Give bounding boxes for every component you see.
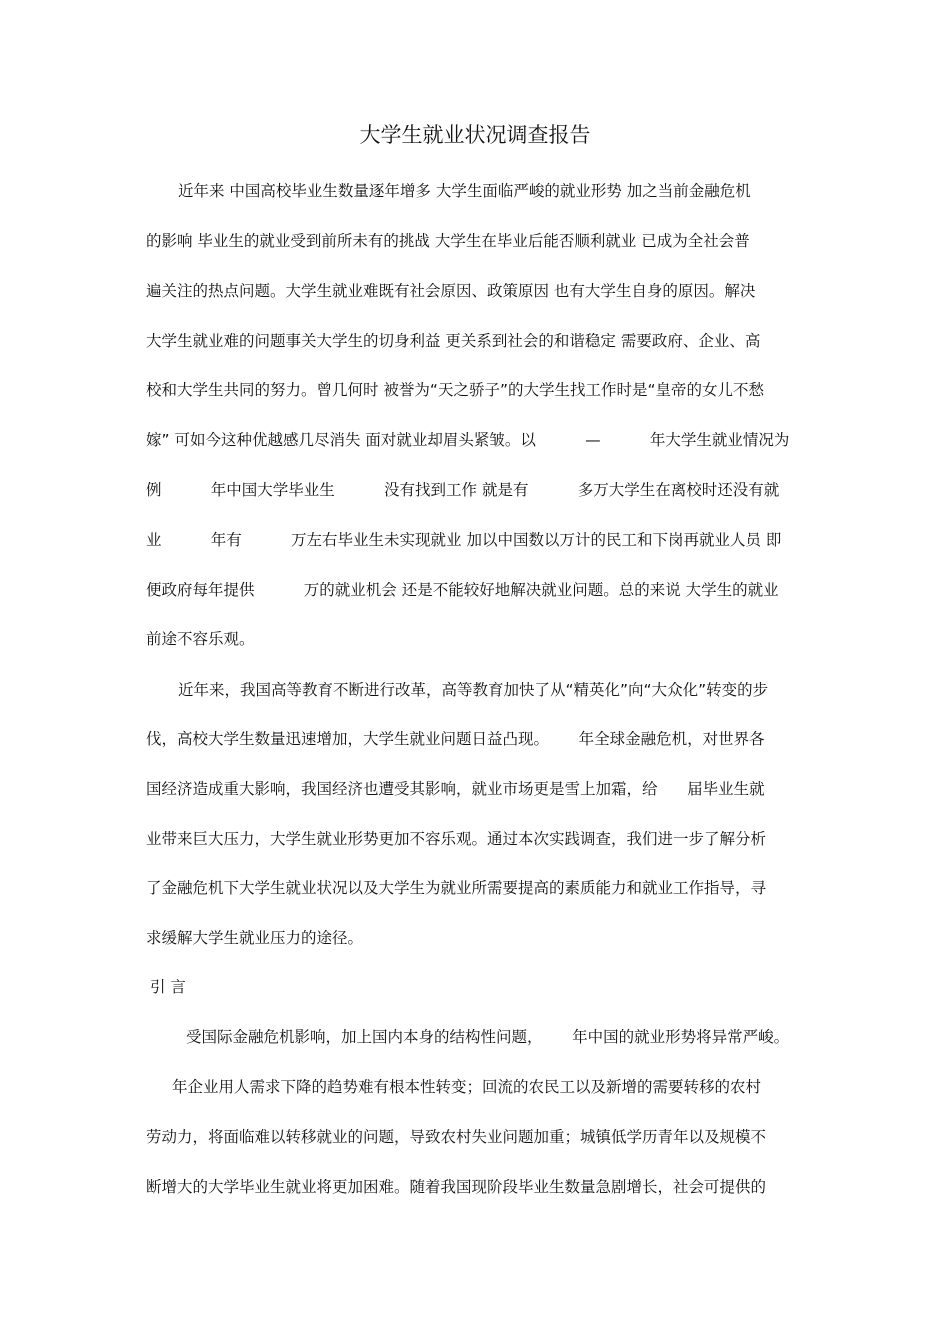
document-title: 大学生就业状况调查报告 <box>359 123 591 147</box>
paragraph-line: 断增大的大学毕业生就业将更加困难。随着我国现阶段毕业生数量急剧增长，社会可提供的 <box>146 1178 767 1196</box>
paragraph-line: 遍关注的热点问题。大学生就业难既有社会原因、政策原因 也有大学生自身的原因。解决 <box>146 282 756 300</box>
paragraph-line: 近年来 中国高校毕业生数量逐年增多 大学生面临严峻的就业形势 加之当前金融危机 <box>178 182 751 200</box>
paragraph-line: 近年来，我国高等教育不断进行改革，高等教育加快了从“精英化”向“大众化”转变的步 <box>178 681 769 699</box>
paragraph-line: 嫁” 可如今这种优越感几尽消失 面对就业却眉头紧皱。以 — 年大学生就业情况为 <box>146 431 790 449</box>
paragraph-line: 校和大学生共同的努力。曾几何时 被誉为“天之骄子”的大学生找工作时是“皇帝的女儿不愁 <box>146 381 765 399</box>
paragraph-line: 前途不容乐观。 <box>146 630 255 648</box>
paragraph-line: 求缓解大学生就业压力的途径。 <box>146 929 364 947</box>
paragraph-line: 例 年中国大学毕业生 没有找到工作 就是有 多万大学生在离校时还没有就 <box>146 481 780 499</box>
paragraph-line: 伐，高校大学生数量迅速增加，大学生就业问题日益凸现。 年全球金融危机，对世界各 <box>146 730 765 748</box>
paragraph-line: 受国际金融危机影响，加上国内本身的结构性问题， 年中国的就业形势将异常严峻。 <box>186 1028 790 1046</box>
paragraph-line: 国经济造成重大影响，我国经济也遭受其影响，就业市场更是雪上加霜，给 届毕业生就 <box>146 780 765 798</box>
section-heading: 引 言 <box>150 978 186 996</box>
paragraph-line: 便政府每年提供 万的就业机会 还是不能较好地解决就业问题。总的来说 大学生的就业 <box>146 581 779 599</box>
paragraph-line: 业带来巨大压力，大学生就业形势更加不容乐观。通过本次实践调查，我们进一步了解分析 <box>146 830 767 848</box>
paragraph-line: 了金融危机下大学生就业状况以及大学生为就业所需要提高的素质能力和就业工作指导，寻 <box>146 879 767 897</box>
paragraph-line: 劳动力，将面临难以转移就业的问题，导致农村失业问题加重；城镇低学历青年以及规模不 <box>146 1128 767 1146</box>
paragraph-line: 的影响 毕业生的就业受到前所未有的挑战 大学生在毕业后能否顺利就业 已成为全社会普 <box>146 232 750 250</box>
paragraph-line: 大学生就业难的问题事关大学生的切身利益 更关系到社会的和谐稳定 需要政府、企业、高 <box>146 332 761 350</box>
paragraph-line: 业 年有 万左右毕业生未实现就业 加以中国数以万计的民工和下岗再就业人员 即 <box>146 531 782 549</box>
paragraph-line: 年企业用人需求下降的趋势难有根本性转变；回流的农民工以及新增的需要转移的农村 <box>172 1078 762 1096</box>
